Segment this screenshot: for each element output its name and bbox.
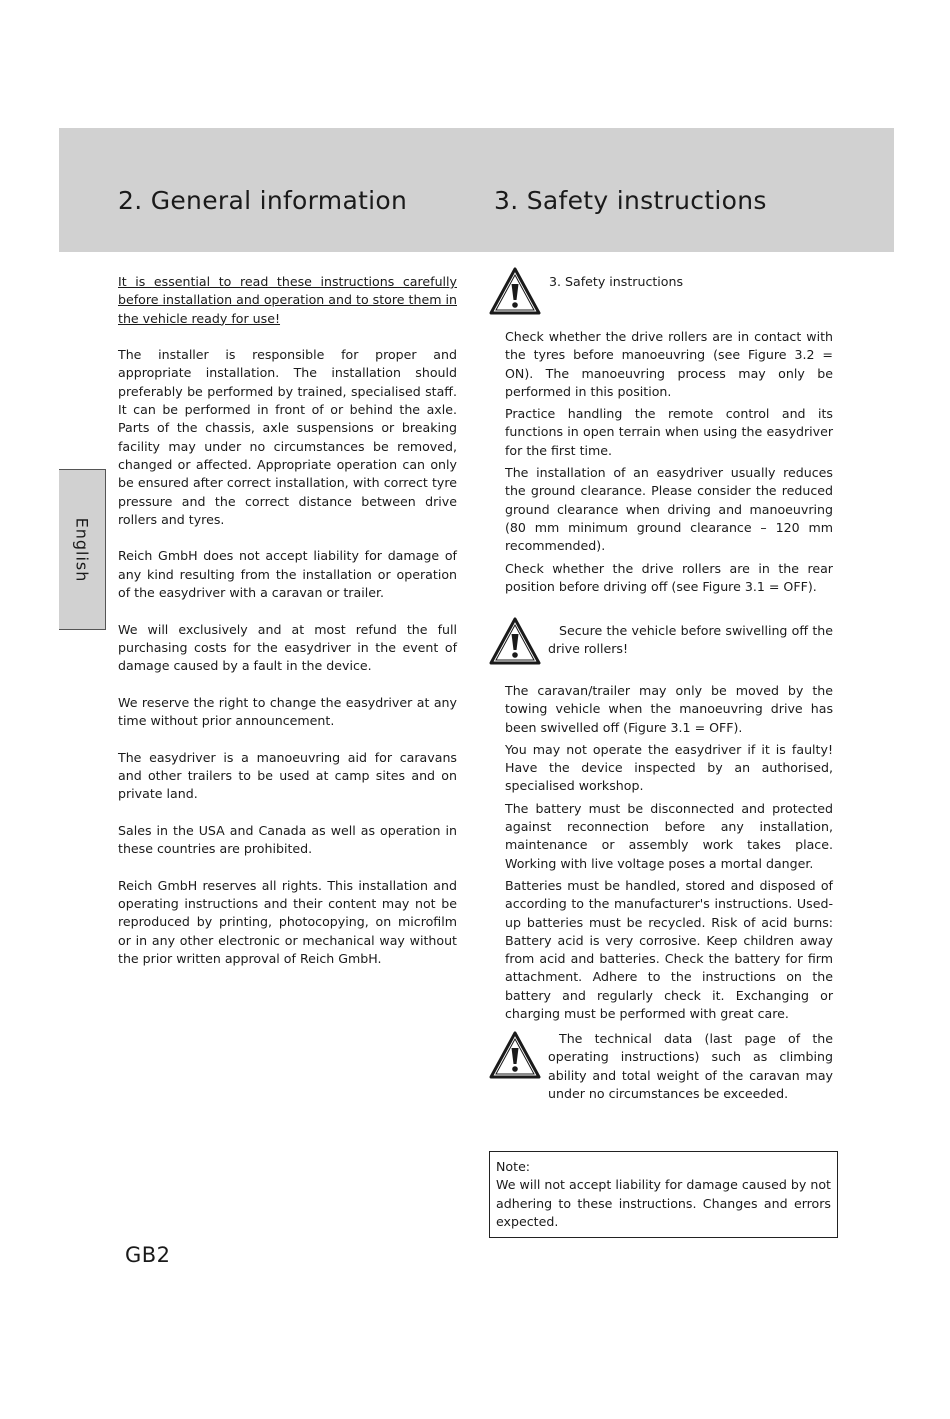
safety-paragraph: The battery must be disconnected and protected against reconnection before any installation, maintenance or assembly work takes place. Working with live voltage poses a mortal danger. xyxy=(505,800,833,871)
safety-paragraph: Check whether the drive rollers are in contact with the tyres before manoeuvring (see Figure 3.2 = ON). The manoeuvring process may only be performed in this position. xyxy=(505,329,833,399)
safety-paragraph: The installation of an easydriver usually reduces the ground clearance. Please consider the reduced ground clearance when driving and manoeuvring (80 mm minimum ground clearance – 120 mm recommended). xyxy=(505,465,833,554)
section-title-general: 2. General information xyxy=(118,186,408,215)
safety-paragraph: The caravan/trailer may only be moved by the towing vehicle when the manoeuvring drive has been swivelled off (Figure 3.1 = OFF). xyxy=(505,683,833,735)
section-title-safety: 3. Safety instructions xyxy=(494,186,767,215)
general-paragraph: The easydriver is a manoeuvring aid for caravans and other trailers to be used at camp sites and on private land. xyxy=(118,749,457,802)
page-number: GB2 xyxy=(125,1243,171,1267)
note-box xyxy=(489,1151,838,1238)
language-tab xyxy=(59,469,106,630)
general-paragraph: Reich GmbH reserves all rights. This installation and operating instructions and their content may not be reproduced by printing, photocopying, on microfilm or in any other electronic or mechanical way without the prior written approval of Reich GmbH. xyxy=(118,877,457,966)
note-text: We will not accept liability for damage caused by not adhering to these instructions. Changes and errors expected. xyxy=(496,1177,831,1229)
warning-triangle-icon xyxy=(489,267,541,315)
general-lead-paragraph: It is essential to read these instructions carefully before installation and operation and to store them in the vehicle ready for use! xyxy=(118,274,457,326)
safety-paragraph: You may not operate the easydriver if it is faulty! Have the device inspected by an authorised, specialised workshop. xyxy=(505,741,833,794)
general-paragraph: Sales in the USA and Canada as well as operation in these countries are prohibited. xyxy=(118,822,457,857)
language-tab-label: English xyxy=(72,517,92,582)
general-paragraph: The installer is responsible for proper and appropriate installation. The installation should preferably be performed by trained, specialised staff. It can be performed in front of or behind the axle. Parts of the chassis, axle suspensions or breaking facility may under no circumstances be removed, changed or affected. Appropriate operation can only be ensured after correct installation, with correct tyre pressure and the correct distance between drive rollers and tyres. xyxy=(118,347,457,527)
safety-block-2 xyxy=(505,682,833,1027)
safety-paragraph: Practice handling the remote control and its functions in open terrain when using the easydriver for the first time. xyxy=(505,406,833,458)
safety-block-1 xyxy=(505,328,833,600)
general-paragraph: We will exclusively and at most refund the full purchasing costs for the easydriver in the event of damage caused by a fault in the device. xyxy=(118,621,457,674)
note-title: Note: xyxy=(496,1159,531,1174)
safety-paragraph: Check whether the drive rollers are in the rear position before driving off (see Figure 3.1 = OFF). xyxy=(505,560,833,594)
general-paragraph: Reich GmbH does not accept liability for damage of any kind resulting from the installation or operation of the easydriver with a caravan or trailer. xyxy=(118,548,457,601)
safety-warning-heading: 3. Safety instructions xyxy=(549,274,684,289)
safety-paragraph: Batteries must be handled, stored and disposed of according to the manufacturer's instructions. Used-up batteries must be recycled. Risk of acid burns: Battery acid is very corrosive. Keep children away from acid and batteries. Check the battery for firm attachment. Adhere to the instructions on the battery and regularly check it. Exchanging or charging must be performed with great care. xyxy=(505,877,833,1022)
general-paragraph: We reserve the right to change the easydriver at any time without prior announcement. xyxy=(118,694,457,729)
safety-warning-secure-vehicle: Secure the vehicle before swivelling off the drive rollers! xyxy=(548,623,833,657)
general-information-column xyxy=(118,273,457,987)
warning-triangle-icon xyxy=(489,617,541,665)
warning-triangle-icon xyxy=(489,1031,541,1079)
safety-warning-technical-data: The technical data (last page of the operating instructions) such as climbing ability and total weight of the caravan may under no circumstances be exceeded. xyxy=(548,1031,833,1101)
